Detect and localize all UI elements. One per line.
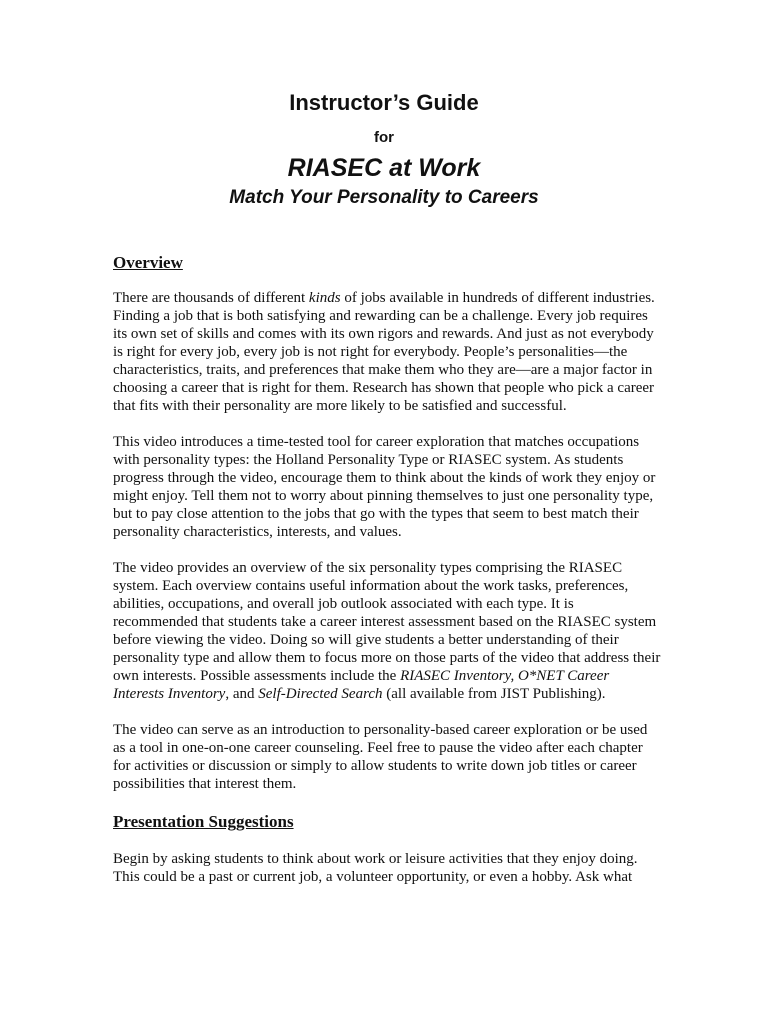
overview-paragraph-4: The video can serve as an introduction to personality-based career exploration or be used as a tool in one-on-one career counseling. Feel free to pause the video after each chapter for activities or discussion or simply to allow students to write down job titles or career possibilities that interest them. (113, 722, 648, 792)
overview-p3-start: The video provides an overview of the six personality types comprising the RIASEC system. Each overview contains useful information about the work tasks, preferences, abilities, occupations, and overall job outlook associated with each type. It is recommended that students take a career interest assessment based on the RIASEC system before viewing the video. Doing so will give students a better understanding of their personality type and allow them to focus more on those parts of the video that address their own interests. Possible assessments include the (113, 560, 661, 684)
product-subtitle: Match Your Personality to Careers (229, 187, 539, 208)
title-for: for (374, 129, 394, 146)
product-title: RIASEC at Work (287, 154, 481, 182)
overview-p3-onet: O*NET Career Interests Inventory (113, 668, 610, 702)
presentation-heading: Presentation Suggestions (113, 812, 294, 831)
overview-p1-rest: of jobs available in hundreds of different industries. Finding a job that is both satisfying and rewarding can be a challenge. Every job requires its own set of skills and comes with its own rigors and rewards. And just as not everybody is right for every job, every job is not right for everybody. People’s personalities—the characteristics, traits, and preferences that make them who they are—are a major factor in choosing a career that is right for them. Research has shown that people who pick a career that fits with their personality are more likely to be satisfied and successful. (113, 290, 655, 414)
document-body (113, 252, 661, 886)
overview-paragraph-1 (113, 289, 661, 415)
overview-heading: Overview (113, 253, 183, 272)
overview-p3-and: , and (225, 686, 259, 702)
presentation-paragraph-1: Begin by asking students to think about work or leisure activities that they enjoy doing. This could be a past or current job, a volunteer opportunity, or even a hobby. Ask what (113, 851, 638, 885)
overview-p3-sds: Self-Directed Search (258, 686, 383, 702)
document-title: Instructor’s Guide (289, 90, 479, 115)
overview-p1-kinds: kinds (308, 290, 341, 306)
overview-p1-start: There are thousands of different (113, 290, 309, 306)
overview-p3-riasec-inventory: RIASEC Inventory, (400, 668, 515, 684)
overview-paragraph-3 (113, 559, 661, 703)
overview-p3-rest: (all available from JIST Publishing). (382, 686, 606, 702)
overview-paragraph-2: This video introduces a time-tested tool for career exploration that matches occupations with personality types: the Holland Personality Type or RIASEC system. As students progress through the video, encourage them to think about the kinds of work they enjoy or might enjoy. Tell them not to worry about pinning themselves to just one personality type, but to pay close attention to the jobs that go with the types that seem to best match their personality characteristics, interests, and values. (113, 434, 656, 540)
